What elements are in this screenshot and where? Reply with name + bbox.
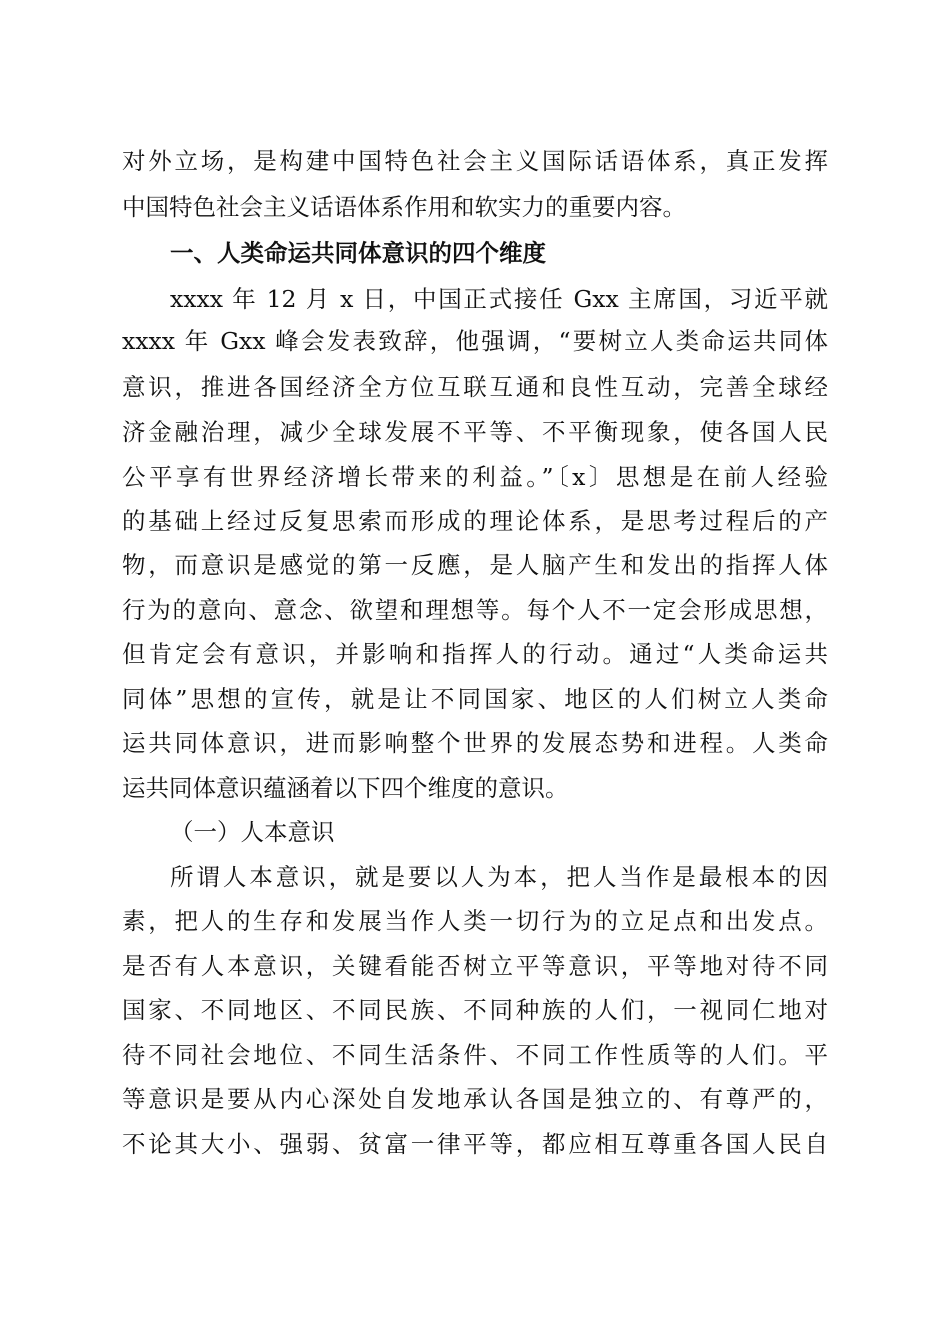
body-text-line: 但肯定会有意识，并影响和指挥人的行动。通过“人类命运共	[122, 640, 828, 668]
body-text-line: xxxx 年 Gxx 峰会发表致辞，他强调，“要树立人类命运共同体	[122, 327, 828, 355]
body-text-line: 公平享有世界经济增长带来的利益。”〔x〕思想是在前人经验	[122, 463, 828, 491]
body-text-line: 国家、不同地区、不同民族、不同种族的人们，一视同仁地对	[122, 996, 828, 1024]
body-text-line: 同体”思想的宣传，就是让不同国家、地区的人们树立人类命	[122, 685, 828, 713]
body-text-line: 行为的意向、意念、欲望和理想等。每个人不一定会形成思想，	[122, 596, 828, 624]
body-text-line: 运共同体意识蕴涵着以下四个维度的意识。	[122, 774, 569, 802]
body-text-line: 是否有人本意识，关键看能否树立平等意识，平等地对待不同	[122, 952, 828, 980]
body-text-line: 物，而意识是感觉的第一反應，是人脑产生和发出的指挥人体	[122, 551, 828, 579]
body-text-line: 所谓人本意识，就是要以人为本，把人当作是最根本的因	[170, 863, 828, 891]
subsection-heading: （一）人本意识	[170, 818, 335, 846]
body-text-line: 等意识是要从内心深处自发地承认各国是独立的、有尊严的，	[122, 1085, 828, 1113]
body-text-line: 的基础上经过反复思索而形成的理论体系，是思考过程后的产	[122, 507, 828, 535]
body-text-line: 运共同体意识，进而影响整个世界的发展态势和进程。人类命	[122, 729, 828, 757]
section-heading: 一、人类命运共同体意识的四个维度	[170, 239, 546, 267]
body-text-line: 不论其大小、强弱、贫富一律平等，都应相互尊重各国人民自	[122, 1130, 828, 1158]
body-text-line: xxxx 年 12 月 x 日，中国正式接任 Gxx 主席国，习近平就	[170, 285, 828, 313]
body-text-line: 中国特色社会主义话语体系作用和软实力的重要内容。	[122, 193, 686, 221]
body-text-line: 济金融治理，减少全球发展不平等、不平衡现象，使各国人民	[122, 418, 828, 446]
body-text-line: 对外立场，是构建中国特色社会主义国际话语体系，真正发挥	[122, 147, 828, 175]
body-text-line: 意识，推进各国经济全方位互联互通和良性互动，完善全球经	[122, 373, 828, 401]
body-text-line: 素，把人的生存和发展当作人类一切行为的立足点和出发点。	[122, 907, 828, 935]
body-text-line: 待不同社会地位、不同生活条件、不同工作性质等的人们。平	[122, 1041, 828, 1069]
